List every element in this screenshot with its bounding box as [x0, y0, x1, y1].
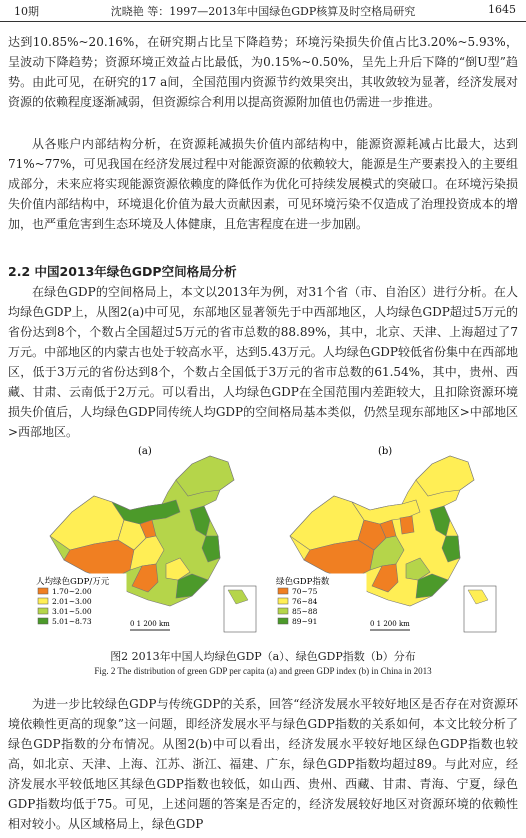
map-a-legend-label-3: 3.01~5.00: [52, 607, 92, 616]
figure-caption-english: Fig. 2 The distribution of green GDP per capita (a) and green GDP index (b) in China in 2013: [94, 666, 432, 676]
map-b-legend-swatch-3: [278, 608, 288, 614]
map-b-legend-swatch-2: [278, 598, 288, 604]
issue-label: 10期: [14, 5, 39, 18]
map-b-legend-label-3: 85~88: [292, 607, 318, 616]
map-b-legend-swatch-4: [278, 618, 288, 624]
page-number: 1645: [488, 3, 516, 16]
map-a-legend-swatch-2: [38, 598, 48, 604]
map-a-legend-swatch-4: [38, 618, 48, 624]
map-a-panel-label: (a): [138, 446, 152, 457]
region-northeast: [416, 456, 474, 496]
map-a-green-gdp-per-capita: [30, 440, 260, 636]
map-b-legend-title: 绿色GDP指数: [276, 577, 330, 587]
paragraph-1: 达到10.85%~20.16%，在研究期占比呈下降趋势；环境污染损失价值占比3.20%~5.93%，呈波动下降趋势；资源环境正效益占比最低，为0.15%~0.50%，呈先上升后下降的“倒U型”趋势。由此可见，在研究的17 a间，全国范围内资源节约效果突出，其收敛较为显著，经济发展对资源的依赖程度逐渐减弱，但资源综合利用以提高资源附加值也仍需进一步推进。: [8, 35, 518, 109]
running-header: [0, 0, 526, 22]
map-b-legend-label-1: 70~75: [292, 587, 318, 596]
map-a-scale-label: 0 1 200 km: [130, 620, 170, 628]
section-title: 2.2 中国2013年绿色GDP空间格局分析: [8, 264, 237, 279]
map-a-legend-label-2: 2.01~3.00: [52, 597, 92, 606]
map-a-legend-swatch-3: [38, 608, 48, 614]
figure-2: [30, 440, 500, 636]
map-a-legend-label-4: 5.01~8.73: [52, 617, 92, 626]
paragraph-2: 从各账户内部结构分析，在资源耗减损失价值内部结构中，能源资源耗减占比最大，达到71%~77%，可见我国在经济发展过程中对能源资源的依赖较大，能源是生产要素投入的主要组成部分，未来应将实现能源资源依赖度的降低作为优化可持续发展模式的突破口。在环境污染损失价值内部结构中，环境退化价值为最大贡献因素，可见环境污染不仅造成了治理投资成本的增加，也严重危害到生态环境及人体健康，且危害程度在进一步加剧。: [8, 137, 518, 231]
region-shanxi: [400, 516, 414, 534]
map-b-legend-label-4: 89~91: [292, 617, 318, 626]
running-title: 沈晓艳 等：1997—2013年中国绿色GDP核算及时空格局研究: [110, 5, 416, 18]
paragraph-4: 为进一步比较绿色GDP与传统GDP的关系，回答“经济发展水平较好地区是否存在对资源环境依赖性更高的现象”这一问题，即经济发展水平与绿色GDP指数的关系如何，本文比较分析了绿色GDP指数的分布情况。从图2(b)中可以看出，经济发展水平较好地区绿色GDP指数也较高，如北京、天津、上海、江苏、浙江、福建、广东，绿色GDP指数均超过89。与此对应，经济发展水平较低地区其绿色GDP指数也较低，如山西、贵州、西藏、甘肃、青海、宁夏，绿色GDP指数均低于75。可见，上述问题的答案是否定的，经济发展较好地区对资源环境的依赖性相对较小。从区域格局上，绿色GDP: [8, 697, 518, 831]
region-northeast: [176, 456, 234, 496]
paragraph-3: 在绿色GDP的空间格局上，本文以2013年为例，对31个省（市、自治区）进行分析。在人均绿色GDP上，从图2(a)中可见，东部地区显著领先于中西部地区，人均绿色GDP超过5万元的省份达到8个，个数占全国超过5万元的省市总数的88.89%，其中，北京、天津、上海超过了7万元。中部地区的内蒙古也处于较高水平，达到5.43万元。人均绿色GDP较低省份集中在西部地区，低于3万元的省份达到8个，个数占全国低于3万元的省市总数的61.54%，其中，贵州、西藏、甘肃、云南低于2万元。可以看出，人均绿色GDP在全国范围内差距较大，且扣除资源环境损失价值后，人均绿色GDP同传统人均GDP的空间格局基本类似，仍然呈现东部地区>中部地区>西部地区。: [8, 285, 519, 439]
map-b-legend-swatch-1: [278, 588, 288, 594]
map-a-legend-label-1: 1.70~2.00: [52, 587, 92, 596]
map-b-green-gdp-index: [270, 440, 500, 636]
map-b-legend-label-2: 76~84: [292, 597, 318, 606]
map-b-panel-label: (b): [378, 446, 393, 457]
map-b-scale-label: 0 1 200 km: [370, 620, 410, 628]
map-a-legend-title: 人均绿色GDP/万元: [36, 577, 110, 587]
figure-caption-chinese: 图2 2013年中国人均绿色GDP（a）、绿色GDP指数（b）分布: [110, 650, 416, 663]
map-a-legend-swatch-1: [38, 588, 48, 594]
